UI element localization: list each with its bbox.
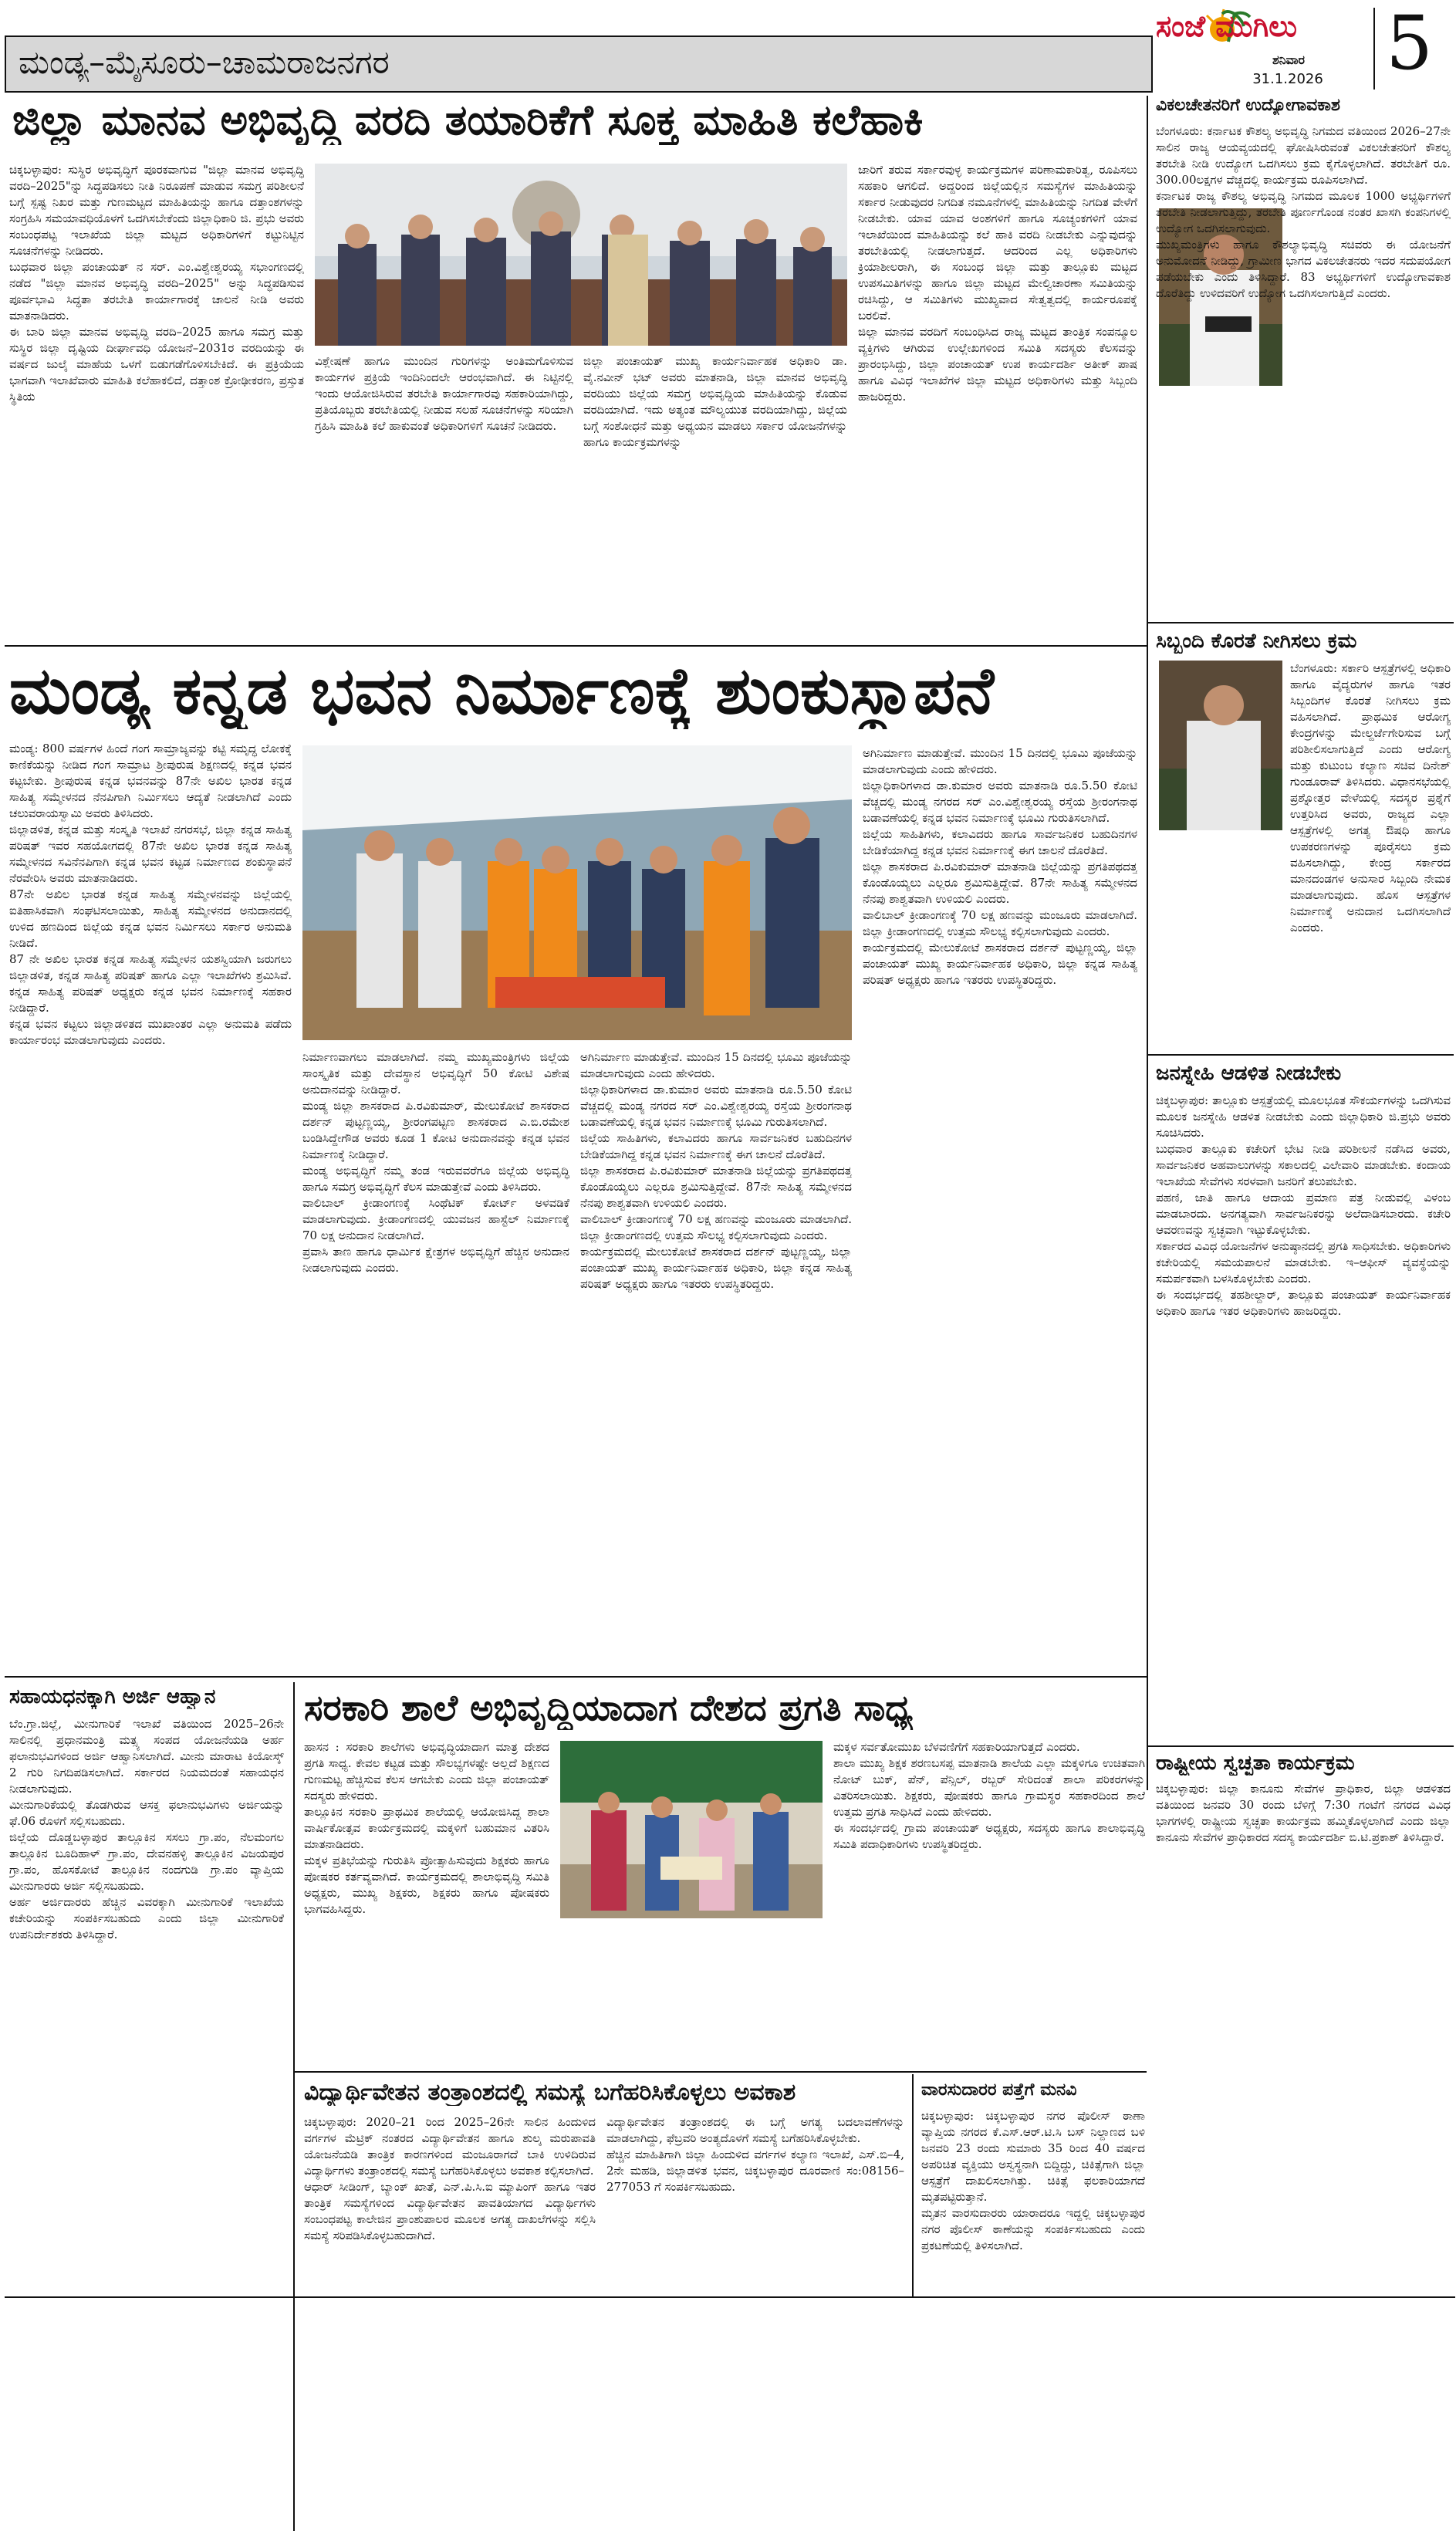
- school-body: ಹಾಸನ : ಸರಕಾರಿ ಶಾಲೆಗಳು ಅಭಿವೃದ್ಧಿಯಾದಾಗ ಮಾತ್ರ ದೇಶದ ಪ್ರಗತಿ ಸಾಧ್ಯ. ಕೇವಲ ಕಟ್ಟಡ ಮತ್ತು ಸೌಲಭ್ಯಗಳಷ್ಟೇ ಅಲ್ಲದೆ ಶಿಕ್ಷಣದ ಗುಣಮಟ್ಟ ಹೆಚ್ಚಿಸುವ ಕೆಲಸ ಆಗಬೇಕು ಎಂದು ಜಿಲ್ಲಾ ಪಂಚಾಯತ್ ಸದಸ್ಯರು ಹೇಳಿದರು. ತಾಲ್ಲೂಕಿನ ಸರಕಾರಿ ಪ್ರಾಥಮಿಕ ಶಾಲೆಯಲ್ಲಿ ಆಯೋಜಿಸಿದ್ದ ಶಾಲಾ ವಾರ್ಷಿಕೋತ್ಸವ ಕಾರ್ಯಕ್ರಮದಲ್ಲಿ ಮಕ್ಕಳಿಗೆ ಬಹುಮಾನ ವಿತರಿಸಿ ಮಾತನಾಡಿದರು. ಮಕ್ಕಳ ಪ್ರತಿಭೆಯನ್ನು ಗುರುತಿಸಿ ಪ್ರೋತ್ಸಾಹಿಸುವುದು ಶಿಕ್ಷಕರು ಹಾಗೂ ಪೋಷಕರ ಕರ್ತವ್ಯವಾಗಿದೆ. ಕಾರ್ಯಕ್ರಮದಲ್ಲಿ ಶಾಲಾಭಿವೃದ್ಧಿ ಸಮಿತಿ ಅಧ್ಯಕ್ಷರು, ಮುಖ್ಯ ಶಿಕ್ಷಕರು, ಶಿಕ್ಷಕರು ಹಾಗೂ ಪೋಷಕರು ಭಾಗವಹಿಸಿದ್ದರು.: [304, 1740, 549, 1916]
- report-col-1: ಚಿಕ್ಕಬಳ್ಳಾಪುರ: ಸುಸ್ಥಿರ ಅಭಿವೃದ್ಧಿಗೆ ಪೂರಕವಾಗುವ "ಜಿಲ್ಲಾ ಮಾನವ ಅಭಿವೃದ್ಧಿ ವರದಿ–2025"ನ್ನು ಸಿದ್ಧಪಡಿಸಲು ನೀತಿ ನಿರೂಪಣೆ ಮಾಡುವ ಸಮಗ್ರ ಪರಿಶೀಲನೆ ಬಗ್ಗೆ ಸ್ಪಷ್ಟ ನಿಖರ ಮತ್ತು ಗುಣಮಟ್ಟದ ಮಾಹಿತಿಯನ್ನು ಹಾಗೂ ದತ್ತಾಂಶಗಳನ್ನು ಸಂಗ್ರಹಿಸಿ ಸಮಯಾವಧಿಯೊಳಗೆ ಒದಗಿಸಬೇಕೆಂದು ಜಿಲ್ಲಾಧಿಕಾರಿ ಜಿ. ಪ್ರಭು ಅವರು ಸಂಬಂಧಪಟ್ಟ ಇಲಾಖೆಯ ಜಿಲ್ಲಾ ಮಟ್ಟದ ಅಧಿಕಾರಿಗಳಿಗೆ ಕಟ್ಟುನಿಟ್ಟಿನ ಸೂಚನೆಗಳನ್ನು ನೀಡಿದರು. ಬುಧವಾರ ಜಿಲ್ಲಾ ಪಂಚಾಯತ್ ನ ಸರ್. ಎಂ.ವಿಶ್ವೇಶ್ವರಯ್ಯ ಸಭಾಂಗಣದಲ್ಲಿ ನಡೆದ "ಜಿಲ್ಲಾ ಮಾನವ ಅಭಿವೃದ್ಧಿ ವರದಿ–2025" ಅನ್ನು ಸಿದ್ಧಪಡಿಸುವ ಪೂರ್ವಭಾವಿ ಸಿದ್ಧತಾ ತರಬೇತಿ ಕಾರ್ಯಾಗಾರಕ್ಕೆ ಚಾಲನೆ ನೀಡಿ ಅವರು ಮಾತನಾಡಿದರು. ಈ ಬಾರಿ ಜಿಲ್ಲಾ ಮಾನವ ಅಭಿವೃದ್ಧಿ ವರದಿ–2025 ಹಾಗೂ ಸಮಗ್ರ ಮತ್ತು ಸುಸ್ಥಿರ ಜಿಲ್ಲಾ ದೃಷ್ಟಿಯ ದೀರ್ಘಾವಧಿ ಯೋಜನೆ–2031ರ ವರದಿಯನ್ನು ಈ ವರ್ಷದ ಜುಲೈ ಮಾಹೆಯ ಒಳಗೆ ಬಿಡುಗಡೆಗೊಳಿಸಬೇಕಿದೆ. ಈ ಪ್ರಕ್ರಿಯೆಯ ಭಾಗವಾಗಿ ಇಲಾಖೆವಾರು ಮಾಹಿತಿ ಕಲೆಹಾಕಲಿದೆ, ದತ್ತಾಂಶ ಕ್ರೋಢೀಕರಣ, ಪ್ರಸ್ತುತ ಸ್ಥಿತಿಯ: [9, 163, 304, 404]
- cleanliness-title: ರಾಷ್ಟ್ರೀಯ ಸ್ವಚ್ಛತಾ ಕಾರ್ಯಕ್ರಮ: [1156, 1752, 1355, 1775]
- section-title: ಮಂಡ್ಯ–ಮೈಸೂರು–ಚಾಮರಾಜನಗರ: [19, 43, 390, 81]
- report-photo: [315, 164, 847, 346]
- subsidy-title: ಸಹಾಯಧನಕ್ಕಾಗಿ ಅರ್ಜಿ ಆಹ್ವಾನ: [9, 1685, 216, 1708]
- kannada-bhavan-bottom-rule: [5, 1676, 1147, 1678]
- kannada-bhavan-col-3-top: [863, 745, 1137, 1667]
- cleanliness-body: ಚಿಕ್ಕಬಳ್ಳಾಪುರ: ಜಿಲ್ಲಾ ಕಾನೂನು ಸೇವೆಗಳ ಪ್ರಾಧಿಕಾರ, ಜಿಲ್ಲಾ ಆಡಳಿತದ ವತಿಯಿಂದ ಜನವರಿ 30 ರಂದು ಬೆಳಿಗ್ಗೆ 7:30 ಗಂಟೆಗೆ ನಗರದ ವಿವಿಧ ಭಾಗಗಳಲ್ಲಿ ರಾಷ್ಟ್ರೀಯ ಸ್ವಚ್ಛತಾ ಕಾರ್ಯಕ್ರಮ ಹಮ್ಮಿಕೊಳ್ಳಲಾಗಿದೆ ಎಂದು ಜಿಲ್ಲಾ ಕಾನೂನು ಸೇವೆಗಳ ಪ್ರಾಧಿಕಾರದ ಸದಸ್ಯ ಕಾರ್ಯದರ್ಶಿ ಬಿ.ಟಿ.ಪ್ರಕಾಶ್ ತಿಳಿಸಿದ್ದಾರೆ.: [1156, 1782, 1451, 1844]
- school-bottom-rule: [295, 2071, 1147, 2073]
- page-number-divider: [1373, 8, 1375, 90]
- scholarship-body: ಚಿಕ್ಕಬಳ್ಳಾಪುರ: 2020–21 ರಿಂದ 2025–26ನೇ ಸಾಲಿನ ಹಿಂದುಳಿದ ವರ್ಗಗಳ ಮೆಟ್ರಿಕ್ ನಂತರದ ವಿದ್ಯಾರ್ಥಿವೇತನ ಹಾಗೂ ಶುಲ್ಕ ಮರುಪಾವತಿ ಯೋಜನೆಯಡಿ ತಾಂತ್ರಿಕ ಕಾರಣಗಳಿಂದ ಮಂಜೂರಾಗದೆ ಬಾಕಿ ಉಳಿದಿರುವ ವಿದ್ಯಾರ್ಥಿಗಳು ತಂತ್ರಾಂಶದಲ್ಲಿ ಸಮಸ್ಯೆ ಬಗೆಹರಿಸಿಕೊಳ್ಳಲು ಅವಕಾಶ ಕಲ್ಪಿಸಲಾಗಿದೆ. ಆಧಾರ್ ಸೀಡಿಂಗ್, ಬ್ಯಾಂಕ್ ಖಾತೆ, ಎನ್.ಪಿ.ಸಿ.ಐ ಮ್ಯಾಪಿಂಗ್ ಹಾಗೂ ಇತರ ತಾಂತ್ರಿಕ ಸಮಸ್ಯೆಗಳಿಂದ ವಿದ್ಯಾರ್ಥಿವೇತನ ಪಾವತಿಯಾಗದ ವಿದ್ಯಾರ್ಥಿಗಳು ಸಂಬಂಧಪಟ್ಟ ಕಾಲೇಜಿನ ಪ್ರಾಂಶುಪಾಲರ ಮೂಲಕ ಅಗತ್ಯ ದಾಖಲೆಗಳನ್ನು ಸಲ್ಲಿಸಿ ಸಮಸ್ಯೆ ಸರಿಪಡಿಸಿಕೊಳ್ಳಬಹುದಾಗಿದೆ.: [304, 2115, 596, 2242]
- issue-day: ಶನಿವಾರ: [1272, 52, 1306, 67]
- school-prize-distribution-photo: [560, 1741, 823, 1918]
- warrant-title: ವಾರಸುದಾರರ ಪತ್ತೆಗೆ ಮನವಿ: [921, 2080, 1077, 2100]
- report-col-3: ಜಿಲ್ಲಾ ಪಂಚಾಯತ್ ಮುಖ್ಯ ಕಾರ್ಯನಿರ್ವಾಹಕ ಅಧಿಕಾರಿ ಡಾ. ವೈ.ನವೀನ್ ಭಟ್ ಅವರು ಮಾತನಾಡಿ, ಜಿಲ್ಲಾ ಮಾನವ ಅಭಿವೃದ್ಧಿ ವರದಿಯು ಜಿಲ್ಲೆಯ ಸಮಗ್ರ ಅಭಿವೃದ್ಧಿಯ ಮಾಹಿತಿಯನ್ನು ಕೊಡುವ ವರದಿಯಾಗಿದೆ. ಇದು ಅತ್ಯಂತ ಮೌಲ್ಯಯುತ ವರದಿಯಾಗಿದ್ದು, ಜಿಲ್ಲೆಯ ಬಗ್ಗೆ ಸಂಶೋಧನೆ ಮತ್ತು ಅಧ್ಯಯನ ಮಾಡಲು ಸರ್ಕಾರ ಯೋಜನೆಗಳನ್ನು ಹಾಗೂ ಕಾರ್ಯಕ್ರಮಗಳನ್ನು: [583, 354, 847, 449]
- page-number: 5: [1386, 0, 1434, 86]
- school-body-2: ಮಕ್ಕಳ ಸರ್ವತೋಮುಖ ಬೆಳವಣಿಗೆಗೆ ಸಹಕಾರಿಯಾಗುತ್ತದೆ ಎಂದರು. ಶಾಲಾ ಮುಖ್ಯ ಶಿಕ್ಷಕ ಶರಣಬಸಪ್ಪ ಮಾತನಾಡಿ ಶಾಲೆಯ ಎಲ್ಲಾ ಮಕ್ಕಳಿಗೂ ಉಚಿತವಾಗಿ ನೋಟ್ ಬುಕ್, ಪೆನ್, ಪೆನ್ಸಿಲ್, ರಬ್ಬರ್ ಸೇರಿದಂತೆ ಶಾಲಾ ಪರಿಕರಗಳನ್ನು ವಿತರಿಸಲಾಯಿತು. ಶಿಕ್ಷಕರು, ಪೋಷಕರು ಹಾಗೂ ಗ್ರಾಮಸ್ಥರ ಸಹಕಾರದಿಂದ ಶಾಲೆ ಉತ್ತಮ ಪ್ರಗತಿ ಸಾಧಿಸಿದೆ ಎಂದು ಹೇಳಿದರು. ಈ ಸಂದರ್ಭದಲ್ಲಿ ಗ್ರಾಮ ಪಂಚಾಯತ್ ಅಧ್ಯಕ್ಷರು, ಸದಸ್ಯರು ಹಾಗೂ ಶಾಲಾಭಿವೃದ್ಧಿ ಸಮಿತಿ ಪದಾಧಿಕಾರಿಗಳು ಉಪಸ್ಥಿತರಿದ್ದರು.: [833, 1740, 1145, 1851]
- scholarship-body-2: ವಿದ್ಯಾರ್ಥಿವೇತನ ತಂತ್ರಾಂಶದಲ್ಲಿ ಈ ಬಗ್ಗೆ ಅಗತ್ಯ ಬದಲಾವಣೆಗಳನ್ನು ಮಾಡಲಾಗಿದ್ದು, ಫೆಬ್ರವರಿ ಅಂತ್ಯದೊಳಗೆ ಸಮಸ್ಯೆ ಬಗೆಹರಿಸಿಕೊಳ್ಳಬೇಕು. ಹೆಚ್ಚಿನ ಮಾಹಿತಿಗಾಗಿ ಜಿಲ್ಲಾ ಹಿಂದುಳಿದ ವರ್ಗಗಳ ಕಲ್ಯಾಣ ಇಲಾಖೆ, ಎಸ್.ಬಿ–4, 2ನೇ ಮಹಡಿ, ಜಿಲ್ಲಾಡಳಿತ ಭವನ, ಚಿಕ್ಕಬಳ್ಳಾಪುರ ದೂರವಾಣಿ ಸಂ:08156–277053 ಗೆ ಸಂಪರ್ಕಿಸಬಹುದು.: [606, 2115, 904, 2194]
- scholarship-headline: ವಿದ್ಯಾರ್ಥಿವೇತನ ತಂತ್ರಾಂಶದಲ್ಲಿ ಸಮಸ್ಯೆ ಬಗೆಹರಿಸಿಕೊಳ್ಳಲು ಅವಕಾಶ: [304, 2079, 796, 2106]
- staff-bottom-rule: [1148, 1054, 1454, 1056]
- subsidy-body: ಬೆಂ.ಗ್ರಾ.ಜಿಲ್ಲೆ, ಮೀನುಗಾರಿಕೆ ಇಲಾಖೆ ವತಿಯಿಂದ 2025–26ನೇ ಸಾಲಿನಲ್ಲಿ ಪ್ರಧಾನಮಂತ್ರಿ ಮತ್ಸ್ಯ ಸಂಪದ ಯೋಜನೆಯಡಿ ಅರ್ಹ ಫಲಾನುಭವಿಗಳಿಂದ ಅರ್ಜಿ ಆಹ್ವಾನಿಸಲಾಗಿದೆ. ಮೀನು ಮಾರಾಟ ಕಿಯೋಸ್ಕ್ 2 ಗುರಿ ನಿಗದಿಪಡಿಸಲಾಗಿದೆ. ಸರ್ಕಾರದ ನಿಯಮದಂತೆ ಸಹಾಯಧನ ನೀಡಲಾಗುವುದು. ಮೀನುಗಾರಿಕೆಯಲ್ಲಿ ತೊಡಗಿರುವ ಆಸಕ್ತ ಫಲಾನುಭವಿಗಳು ಅರ್ಜಿಯನ್ನು ಫೆ.06 ರೊಳಗೆ ಸಲ್ಲಿಸಬಹುದು. ಜಿಲ್ಲೆಯ ದೊಡ್ಡಬಳ್ಳಾಪುರ ತಾಲ್ಲೂಕಿನ ಸಸಲು ಗ್ರಾ.ಪಂ, ನೆಲಮಂಗಲ ತಾಲ್ಲೂಕಿನ ಬೂದಿಹಾಳ್ ಗ್ರಾ.ಪಂ, ದೇವನಹಳ್ಳಿ ತಾಲ್ಲೂಕಿನ ವಿಜಯಪುರ ಗ್ರಾ.ಪಂ, ಹೊಸಕೋಟೆ ತಾಲ್ಲೂಕಿನ ನಂದಗುಡಿ ಗ್ರಾ.ಪಂ ವ್ಯಾಪ್ತಿಯ ಮೀನುಗಾರರು ಅರ್ಜಿ ಸಲ್ಲಿಸಬಹುದು. ಅರ್ಹ ಅರ್ಜಿದಾರರು ಹೆಚ್ಚಿನ ವಿವರಕ್ಕಾಗಿ ಮೀನುಗಾರಿಕೆ ಇಲಾಖೆಯ ಕಚೇರಿಯನ್ನು ಸಂಪರ್ಕಿಸಬಹುದು ಎಂದು ಜಿಲ್ಲಾ ಮೀನುಗಾರಿಕೆ ಉಪನಿರ್ದೇಶಕರು ತಿಳಿಸಿದ್ದಾರೆ.: [9, 1717, 284, 1941]
- foundation-ceremony-photo: [302, 745, 852, 1040]
- kannada-bhavan-photo: [302, 745, 852, 1040]
- kannada-bhavan-col-2: ನಿರ್ಮಾಣವಾಗಲು ಮಾಡಲಾಗಿದೆ. ನಮ್ಮ ಮುಖ್ಯಮಂತ್ರಿಗಳು ಜಿಲ್ಲೆಯ ಸಾಂಸ್ಕೃತಿಕ ಮತ್ತು ದೇವಸ್ಥಾನ ಅಭಿವೃದ್ಧಿಗೆ 50 ಕೋಟಿ ವಿಶೇಷ ಅನುದಾನವನ್ನು ನೀಡಿದ್ದಾರೆ. ಮಂಡ್ಯ ಜಿಲ್ಲಾ ಶಾಸಕರಾದ ಪಿ.ರವಿಕುಮಾರ್, ಮೇಲುಕೋಟೆ ಶಾಸಕರಾದ ದರ್ಶನ್ ಪುಟ್ಟಣ್ಣಯ್ಯ, ಶ್ರೀರಂಗಪಟ್ಟಣ ಶಾಸಕರಾದ ಎ.ಬಿ.ರಮೇಶ ಬಂಡಿಸಿದ್ದೇಗೌಡ ಅವರು ಕೂಡ 1 ಕೋಟಿ ಅನುದಾನವನ್ನು ಕನ್ನಡ ಭವನ ನಿರ್ಮಾಣಕ್ಕೆ ನೀಡಿದ್ದಾರೆ. ಮಂಡ್ಯ ಅಭಿವೃದ್ಧಿಗೆ ನಮ್ಮ ತಂಡ ಇರುವವರೆಗೂ ಜಿಲ್ಲೆಯ ಅಭಿವೃದ್ಧಿ ಹಾಗೂ ಸಮಗ್ರ ಅಭಿವೃದ್ಧಿಗೆ ಕೆಲಸ ಮಾಡುತ್ತೇವೆ ಎಂದು ತಿಳಿಸಿದರು. ವಾಲಿಬಾಲ್ ಕ್ರೀಡಾಂಗಣಕ್ಕೆ ಸಿಂಥೆಟಿಕ್ ಕೋರ್ಟ್ ಅಳವಡಿಕೆ ಮಾಡಲಾಗುವುದು. ಕ್ರೀಡಾಂಗಣದಲ್ಲಿ ಯುವಜನ ಹಾಸ್ಟೆಲ್ ನಿರ್ಮಾಣಕ್ಕೆ 70 ಲಕ್ಷ ಅನುದಾನ ನೀಡಲಾಗಿದೆ. ಪ್ರವಾಸಿ ತಾಣ ಹಾಗೂ ಧಾರ್ಮಿಕ ಕ್ಷೇತ್ರಗಳ ಅಭಿವೃದ್ಧಿಗೆ ಹೆಚ್ಚಿನ ಅನುದಾನ ನೀಡಲಾಗುವುದು ಎಂದರು.: [302, 1050, 569, 1275]
- disabled-jobs-body: ಬೆಂಗಳೂರು: ಕರ್ನಾಟಕ ಕೌಶಲ್ಯ ಅಭಿವೃದ್ಧಿ ನಿಗಮದ ವತಿಯಿಂದ 2026–27ನೇ ಸಾಲಿನ ರಾಜ್ಯ ಆಯವ್ಯಯದಲ್ಲಿ ಘೋಷಿಸಿರುವಂತೆ ವಿಕಲಚೇತನರಿಗೆ ಕೌಶಲ್ಯ ತರಬೇತಿ ನೀಡಿ ಉದ್ಯೋಗ ಒದಗಿಸಲು ಕ್ರಮ ಕೈಗೊಳ್ಳಲಾಗಿದೆ. ತರಬೇತಿಗೆ ರೂ. 300.00ಲಕ್ಷಗಳ ವೆಚ್ಚದಲ್ಲಿ ಕಾರ್ಯಕ್ರಮ ರೂಪಿಸಲಾಗಿದೆ. ಕರ್ನಾಟಕ ರಾಜ್ಯ ಕೌಶಲ್ಯ ಅಭಿವೃದ್ಧಿ ನಿಗಮದ ಮೂಲಕ 1000 ಅಭ್ಯರ್ಥಿಗಳಿಗೆ ತರಬೇತಿ ನೀಡಲಾಗುತ್ತಿದ್ದು, ತರಬೇತಿ ಪೂರ್ಣಗೊಂಡ ನಂತರ ಖಾಸಗಿ ಕಂಪನಿಗಳಲ್ಲಿ ಉದ್ಯೋಗ ಒದಗಿಸಲಾಗುವುದು. ಮುಖ್ಯಮಂತ್ರಿಗಳು ಹಾಗೂ ಕೌಶಲ್ಯಾಭಿವೃದ್ಧಿ ಸಚಿವರು ಈ ಯೋಜನೆಗೆ ಅನುಮೋದನೆ ನೀಡಿದ್ದು, ಗ್ರಾಮೀಣ ಭಾಗದ ವಿಕಲಚೇತನರು ಇದರ ಸದುಪಯೋಗ ಪಡೆಯಬೇಕು ಎಂದು ತಿಳಿಸಿದ್ದಾರೆ. 83 ಅಭ್ಯರ್ಥಿಗಳಿಗೆ ಉದ್ಯೋಗಾವಕಾಶ ದೊರೆತಿದ್ದು ಉಳಿದವರಿಗೆ ಉದ್ಯೋಗ ಒದಗಿಸಲಾಗುತ್ತಿದೆ ಎಂದರು.: [1156, 124, 1451, 300]
- disabled-jobs-bottom-rule: [1148, 622, 1454, 623]
- subsidy-divider: [293, 1682, 295, 2531]
- health-minister-photo: [1159, 661, 1282, 830]
- public-admin-bottom-rule: [1148, 1745, 1454, 1747]
- staff-body: ಬೆಂಗಳೂರು: ಸರ್ಕಾರಿ ಆಸ್ಪತ್ರೆಗಳಲ್ಲಿ ಅಧಿಕಾರಿ ಹಾಗೂ ವೈದ್ಯರುಗಳ ಹಾಗೂ ಇತರ ಸಿಬ್ಬಂದಿಗಳ ಕೊರತೆ ನೀಗಿಸಲು ಕ್ರಮ ವಹಿಸಲಾಗಿದೆ. ಪ್ರಾಥಮಿಕ ಆರೋಗ್ಯ ಕೇಂದ್ರಗಳನ್ನು ಮೇಲ್ದರ್ಜೆಗೇರಿಸುವ ಬಗ್ಗೆ ಪರಿಶೀಲಿಸಲಾಗುತ್ತಿದೆ ಎಂದು ಆರೋಗ್ಯ ಮತ್ತು ಕುಟುಂಬ ಕಲ್ಯಾಣ ಸಚಿವ ದಿನೇಶ್ ಗುಂಡೂರಾವ್ ತಿಳಿಸಿದರು. ವಿಧಾನಸಭೆಯಲ್ಲಿ ಪ್ರಶ್ನೋತ್ತರ ವೇಳೆಯಲ್ಲಿ ಸದಸ್ಯರ ಪ್ರಶ್ನೆಗೆ ಉತ್ತರಿಸಿದ ಅವರು, ರಾಜ್ಯದ ಎಲ್ಲಾ ಆಸ್ಪತ್ರೆಗಳಲ್ಲಿ ಅಗತ್ಯ ಔಷಧಿ ಹಾಗೂ ಉಪಕರಣಗಳನ್ನು ಪೂರೈಸಲು ಕ್ರಮ ವಹಿಸಲಾಗಿದ್ದು, ಕೇಂದ್ರ ಸರ್ಕಾರದ ಮಾನದಂಡಗಳ ಅನುಸಾರ ಸಿಬ್ಬಂದಿ ನೇಮಕ ಮಾಡಲಾಗುವುದು. ಹೊಸ ಆಸ್ಪತ್ರೆಗಳ ನಿರ್ಮಾಣಕ್ಕೆ ಅನುದಾನ ಒದಗಿಸಲಾಗಿದೆ ಎಂದರು.: [1290, 661, 1451, 934]
- officials-group-photo: [315, 164, 847, 346]
- report-col-2: ವಿಶ್ಲೇಷಣೆ ಹಾಗೂ ಮುಂದಿನ ಗುರಿಗಳನ್ನು ಅಂತಿಮಗೊಳಿಸುವ ಕಾರ್ಯಗಳ ಪ್ರಕ್ರಿಯೆ ಇಂದಿನಿಂದಲೇ ಆರಂಭವಾಗಿದೆ. ಈ ನಿಟ್ಟಿನಲ್ಲಿ ಇಂದು ಆಯೋಜಿಸಿರುವ ತರಬೇತಿ ಕಾರ್ಯಾಗಾರವು ಸಹಕಾರಿಯಾಗಿದ್ದು, ಪ್ರತಿಯೊಬ್ಬರು ತರಬೇತಿಯಲ್ಲಿ ನೀಡುವ ಸಲಹೆ ಸೂಚನೆಗಳನ್ನು ಸರಿಯಾಗಿ ಗ್ರಹಿಸಿ ಮಾಹಿತಿ ಕಲೆ ಹಾಕುವಂತೆ ಅಧಿಕಾರಿಗಳಿಗೆ ಸೂಚನೆ ನೀಡಿದರು.: [315, 354, 573, 433]
- warrant-body: ಚಿಕ್ಕಬಳ್ಳಾಪುರ: ಚಿಕ್ಕಬಳ್ಳಾಪುರ ನಗರ ಪೊಲೀಸ್ ಠಾಣಾ ವ್ಯಾಪ್ತಿಯ ನಗರದ ಕೆ.ಎಸ್.ಆರ್.ಟಿ.ಸಿ ಬಸ್ ನಿಲ್ದಾಣದ ಬಳಿ ಜನವರಿ 23 ರಂದು ಸುಮಾರು 35 ರಿಂದ 40 ವರ್ಷದ ಅಪರಿಚಿತ ವ್ಯಕ್ತಿಯು ಅಸ್ವಸ್ಥನಾಗಿ ಬಿದ್ದಿದ್ದು, ಚಿಕಿತ್ಸೆಗಾಗಿ ಜಿಲ್ಲಾ ಆಸ್ಪತ್ರೆಗೆ ದಾಖಲಿಸಲಾಗಿತ್ತು. ಚಿಕಿತ್ಸೆ ಫಲಕಾರಿಯಾಗದೆ ಮೃತಪಟ್ಟಿರುತ್ತಾನೆ. ಮೃತನ ವಾರಸುದಾರರು ಯಾರಾದರೂ ಇದ್ದಲ್ಲಿ ಚಿಕ್ಕಬಳ್ಳಾಪುರ ನಗರ ಪೊಲೀಸ್ ಠಾಣೆಯನ್ನು ಸಂಪರ್ಕಿಸಬಹುದು ಎಂದು ಪ್ರಕಟಣೆಯಲ್ಲಿ ತಿಳಿಸಲಾಗಿದೆ.: [921, 2109, 1145, 2252]
- kannada-bhavan-col-1: ಮಂಡ್ಯ: 800 ವರ್ಷಗಳ ಹಿಂದೆ ಗಂಗ ಸಾಮ್ರಾಜ್ಯವನ್ನು ಕಟ್ಟಿ ಸಮೃದ್ಧ ಲೋಕಕ್ಕೆ ಕಾಣಿಕೆಯನ್ನು ನೀಡಿದ ಗಂಗ ಸಾಮ್ರಾಟ ಶ್ರೀಪುರುಷ ಶಿಕ್ಷಣದಲ್ಲಿ ಕನ್ನಡ ಭವನ ಕಟ್ಟಬೇಕು. ಶ್ರೀಪುರುಷ ಕನ್ನಡ ಭವನವನ್ನು 87ನೇ ಅಖಿಲ ಭಾರತ ಕನ್ನಡ ಸಾಹಿತ್ಯ ಸಮ್ಮೇಳನದ ನೆನಪಿಗಾಗಿ ನಿರ್ಮಿಸಲು ಆದ್ಯತೆ ನೀಡಲಾಗಿದೆ ಎಂದು ಚಲುವರಾಯಸ್ವಾಮಿ ಅವರು ತಿಳಿಸಿದರು. ಜಿಲ್ಲಾಡಳಿತ, ಕನ್ನಡ ಮತ್ತು ಸಂಸ್ಕೃತಿ ಇಲಾಖೆ ನಗರಸಭೆ, ಜಿಲ್ಲಾ ಕನ್ನಡ ಸಾಹಿತ್ಯ ಪರಿಷತ್ ಇವರ ಸಹಯೋಗದಲ್ಲಿ 87ನೇ ಅಖಿಲ ಭಾರತ ಕನ್ನಡ ಸಾಹಿತ್ಯ ಸಮ್ಮೇಳನದ ಸವಿನೆನಪಿಗಾಗಿ ಕನ್ನಡ ಭವನ ಕಟ್ಟಡ ನಿರ್ಮಾಣದ ಶಂಕುಸ್ಥಾಪನೆ ನೆರವೇರಿಸಿ ಅವರು ಮಾತನಾಡಿದರು. 87ನೇ ಅಖಿಲ ಭಾರತ ಕನ್ನಡ ಸಾಹಿತ್ಯ ಸಮ್ಮೇಳನವನ್ನು ಜಿಲ್ಲೆಯಲ್ಲಿ ಐತಿಹಾಸಿಕವಾಗಿ ಸಂಘಟಿಸಲಾಯಿತು, ಸಾಹಿತ್ಯ ಸಮ್ಮೇಳನದ ಅನುದಾನದಲ್ಲಿ ಉಳಿದ ಹಣದಿಂದ ಜಿಲ್ಲೆಯ ಕನ್ನಡ ಭವನ ನಿರ್ಮಿಸಲು ಸರ್ಕಾರ ಅನುಮತಿ ನೀಡಿದೆ. 87 ನೇ ಅಖಿಲ ಭಾರತ ಕನ್ನಡ ಸಾಹಿತ್ಯ ಸಮ್ಮೇಳನ ಯಶಸ್ವಿಯಾಗಿ ಜರುಗಲು ಜಿಲ್ಲಾಡಳಿತ, ಕನ್ನಡ ಸಾಹಿತ್ಯ ಪರಿಷತ್ ಹಾಗೂ ಎಲ್ಲಾ ಇಲಾಖೆಗಳು ಶ್ರಮಿಸಿವೆ. ಕನ್ನಡ ಸಾಹಿತ್ಯ ಪರಿಷತ್ ಅಧ್ಯಕ್ಷರು ಕನ್ನಡ ಭವನ ನಿರ್ಮಾಣಕ್ಕೆ ಸಹಕಾರ ನೀಡಿದ್ದಾರೆ. ಕನ್ನಡ ಭವನ ಕಟ್ಟಲು ಜಿಲ್ಲಾಡಳಿತದ ಮುಖಾಂತರ ಎಲ್ಲಾ ಅನುಮತಿ ಪಡೆದು ಕಾರ್ಯಾರಂಭ ಮಾಡಲಾಗುವುದು ಎಂದರು.: [9, 742, 292, 1047]
- kannada-bhavan-headline: ಮಂಡ್ಯ ಕನ್ನಡ ಭವನ ನಿರ್ಮಾಣಕ್ಕೆ ಶುಂಕುಸ್ಥಾಪನೆ: [9, 653, 995, 728]
- staff-title: ಸಿಬ್ಬಂದಿ ಕೊರತೆ ನೀಗಿಸಲು ಕ್ರಮ: [1156, 630, 1357, 653]
- kannada-bhavan-col-3: ಅಗಿನಿರ್ಮಾಣ ಮಾಡುತ್ತೇವೆ. ಮುಂದಿನ 15 ದಿನದಲ್ಲಿ ಭೂಮಿ ಪೂಜೆಯನ್ನು ಮಾಡಲಾಗುವುದು ಎಂದು ಹೇಳಿದರು. ಜಿಲ್ಲಾಧಿಕಾರಿಗಳಾದ ಡಾ.ಕುಮಾರ ಅವರು ಮಾತನಾಡಿ ರೂ.5.50 ಕೋಟಿ ವೆಚ್ಚದಲ್ಲಿ ಮಂಡ್ಯ ನಗರದ ಸರ್ ಎಂ.ವಿಶ್ವೇಶ್ವರಯ್ಯ ರಸ್ತೆಯ ಶ್ರೀರಂಗನಾಥ ಬಡಾವಣೆಯಲ್ಲಿ ಕನ್ನಡ ಭವನ ನಿರ್ಮಾಣಕ್ಕೆ ಭೂಮಿ ಗುರುತಿಸಲಾಗಿದೆ. ಜಿಲ್ಲೆಯ ಸಾಹಿತಿಗಳು, ಕಲಾವಿದರು ಹಾಗೂ ಸಾರ್ವಜನಿಕರ ಬಹುದಿನಗಳ ಬೇಡಿಕೆಯಾಗಿದ್ದ ಕನ್ನಡ ಭವನ ನಿರ್ಮಾಣಕ್ಕೆ ಈಗ ಚಾಲನೆ ದೊರೆತಿದೆ. ಜಿಲ್ಲಾ ಶಾಸಕರಾದ ಪಿ.ರವಿಕುಮಾರ್ ಮಾತನಾಡಿ ಜಿಲ್ಲೆಯನ್ನು ಪ್ರಗತಿಪಥದತ್ತ ಕೊಂಡೊಯ್ಯಲು ಎಲ್ಲರೂ ಶ್ರಮಿಸುತ್ತಿದ್ದೇವೆ. 87ನೇ ಸಾಹಿತ್ಯ ಸಮ್ಮೇಳನದ ನೆನಪು ಶಾಶ್ವತವಾಗಿ ಉಳಿಯಲಿ ಎಂದರು. ವಾಲಿಬಾಲ್ ಕ್ರೀಡಾಂಗಣಕ್ಕೆ 70 ಲಕ್ಷ ಹಣವನ್ನು ಮಂಜೂರು ಮಾಡಲಾಗಿದೆ. ಜಿಲ್ಲಾ ಕ್ರೀಡಾಂಗಣದಲ್ಲಿ ಉತ್ತಮ ಸೌಲಭ್ಯ ಕಲ್ಪಿಸಲಾಗುವುದು ಎಂದರು. ಕಾರ್ಯಕ್ರಮದಲ್ಲಿ ಮೇಲುಕೋಟೆ ಶಾಸಕರಾದ ದರ್ಶನ್ ಪುಟ್ಟಣ್ಣಯ್ಯ, ಜಿಲ್ಲಾ ಪಂಚಾಯತ್ ಮುಖ್ಯ ಕಾರ್ಯನಿರ್ವಾಹಕ ಅಧಿಕಾರಿ, ಜಿಲ್ಲಾ ಕನ್ನಡ ಸಾಹಿತ್ಯ ಪರಿಷತ್ ಅಧ್ಯಕ್ಷರು ಹಾಗೂ ಇತರರು ಉಪಸ್ಥಿತರಿದ್ದರು.: [580, 1050, 852, 1291]
- school-headline: ಸರಕಾರಿ ಶಾಲೆ ಅಭಿವೃದ್ಧಿಯಾದಾಗ ದೇಶದ ಪ್ರಗತಿ ಸಾಧ್ಯ: [304, 1687, 914, 1728]
- issue-date: 31.1.2026: [1252, 71, 1323, 87]
- brand-name: ಸಂಜೆ ಮುಗಿಲು: [1156, 9, 1298, 43]
- disabled-jobs-title: ವಿಕಲಚೇತನರಿಗೆ ಉದ್ಯೋಗಾವಕಾಶ: [1156, 96, 1340, 115]
- report-headline: ಜಿಲ್ಲಾ ಮಾನವ ಅಭಿವೃದ್ಧಿ ವರದಿ ತಯಾರಿಕೆಗೆ ಸೂಕ್ತ ಮಾಹಿತಿ ಕಲೆಹಾಕಿ: [12, 96, 924, 144]
- report-col-4: ಜಾರಿಗೆ ತರುವ ಸರ್ಕಾರವುಳ್ಳ ಕಾರ್ಯಕ್ರಮಗಳ ಪರಿಣಾಮಕಾರಿತ್ವ, ರೂಪಿಸಲು ಸಹಕಾರಿ ಆಗಲಿದೆ. ಅದ್ದರಿಂದ ಜಿಲ್ಲೆಯಲ್ಲಿನ ಸಮಸ್ಯೆಗಳ ಮಾಹಿತಿಯನ್ನು ಸರ್ಕಾರ ನೀಡುವುದರ ನಿಗದಿತ ನಮೂನೆಗಳಲ್ಲಿ ಮಾಹಿತಿಯನ್ನು ನಿಗದಿತ ವೇಳೆಗೆ ನೀಡಬೇಕು. ಯಾವ ಯಾವ ಅಂಶಗಳಿಗೆ ಹಾಗೂ ಸೂಚ್ಯಂಕಗಳಿಗೆ ಯಾವ ಇಲಾಖೆಯಿಂದ ಮಾಹಿತಿಯನ್ನು ಕಲೆ ಹಾಕಿ ವರದಿ ನೀಡಬೇಕು ಎನ್ನುವುದನ್ನು ತರಬೇತಿಯಲ್ಲಿ ನೀಡಲಾಗುತ್ತದೆ. ಆದರಿಂದ ಎಲ್ಲ ಅಧಿಕಾರಿಗಳು ಕ್ರಿಯಾಶೀಲರಾಗಿ, ಈ ಸಂಬಂಧ ಜಿಲ್ಲಾ ಮತ್ತು ತಾಲ್ಲೂಕು ಮಟ್ಟದ ಉಪಸಮಿತಿಗಳನ್ನು ಹಾಗೂ ಜಿಲ್ಲಾ ಮಟ್ಟದ ಮೇಲ್ವಿಚಾರಣಾ ಸಮಿತಿಯನ್ನು ರಚಿಸಿದ್ದು, ಆ ಸಮಿತಿಗಳು ಮುಖ್ಯವಾದ ಸೇತ್ವತ್ವದಲ್ಲಿ ಕಾರ್ಯರೂಪಕ್ಕೆ ಬರಲಿವೆ. ಜಿಲ್ಲಾ ಮಾನವ ವರದಿಗೆ ಸಂಬಂಧಿಸಿದ ರಾಜ್ಯ ಮಟ್ಟದ ತಾಂತ್ರಿಕ ಸಂಪನ್ಮೂಲ ವ್ಯಕ್ತಿಗಳು ಆಗಿರುವ ಉಲ್ಲೇಖಗಳಿಂದ ಸಮಿತಿ ಸದಸ್ಯರು ಕೆಲಸವನ್ನು ಪ್ರಾರಂಭಿಸಿದ್ದು, ಜಿಲ್ಲಾ ಪಂಚಾಯತ್ ಉಪ ಕಾರ್ಯದರ್ಶಿ ಅತೀಕ್ ಪಾಷ ಹಾಗೂ ವಿವಿಧ ಇಲಾಖೆಗಳ ಜಿಲ್ಲಾ ಮಟ್ಟದ ಅಧಿಕಾರಿಗಳು ಮತ್ತು ಸಿಬ್ಬಂದಿ ಹಾಜರಿದ್ದರು.: [858, 163, 1137, 404]
- public-admin-title: ಜನಸ್ನೇಹಿ ಆಡಳಿತ ನೀಡಬೇಕು: [1156, 1062, 1342, 1085]
- bottom-section-rule: [5, 2296, 1455, 2298]
- public-admin-body: ಚಿಕ್ಕಬಳ್ಳಾಪುರ: ತಾಲ್ಲೂಕು ಆಸ್ಪತ್ರೆಯಲ್ಲಿ ಮೂಲಭೂತ ಸೌಕರ್ಯಗಳನ್ನು ಒದಗಿಸುವ ಮೂಲಕ ಜನಸ್ನೇಹಿ ಆಡಳಿತ ನೀಡಬೇಕು ಎಂದು ಜಿಲ್ಲಾಧಿಕಾರಿ ಜಿ.ಪ್ರಭು ಅವರು ಸೂಚಿಸಿದರು. ಬುಧವಾರ ತಾಲ್ಲೂಕು ಕಚೇರಿಗೆ ಭೇಟಿ ನೀಡಿ ಪರಿಶೀಲನೆ ನಡೆಸಿದ ಅವರು, ಸಾರ್ವಜನಿಕರ ಅಹವಾಲುಗಳನ್ನು ಸಕಾಲದಲ್ಲಿ ವಿಲೇವಾರಿ ಮಾಡಬೇಕು. ಕಂದಾಯ ಇಲಾಖೆಯ ಸೇವೆಗಳು ಸರಳವಾಗಿ ಜನರಿಗೆ ತಲುಪಬೇಕು. ಪಹಣಿ, ಜಾತಿ ಹಾಗೂ ಆದಾಯ ಪ್ರಮಾಣ ಪತ್ರ ನೀಡುವಲ್ಲಿ ವಿಳಂಬ ಮಾಡಬಾರದು. ಅನಗತ್ಯವಾಗಿ ಸಾರ್ವಜನಿಕರನ್ನು ಅಲೆದಾಡಿಸಬಾರದು. ಕಚೇರಿ ಆವರಣವನ್ನು ಸ್ವಚ್ಛವಾಗಿ ಇಟ್ಟುಕೊಳ್ಳಬೇಕು. ಸರ್ಕಾರದ ವಿವಿಧ ಯೋಜನೆಗಳ ಅನುಷ್ಠಾನದಲ್ಲಿ ಪ್ರಗತಿ ಸಾಧಿಸಬೇಕು. ಅಧಿಕಾರಿಗಳು ಕಚೇರಿಯಲ್ಲಿ ಸಮಯಪಾಲನೆ ಮಾಡಬೇಕು. ಇ–ಆಫೀಸ್ ವ್ಯವಸ್ಥೆಯನ್ನು ಸಮರ್ಪಕವಾಗಿ ಬಳಸಿಕೊಳ್ಳಬೇಕು ಎಂದರು. ಈ ಸಂದರ್ಭದಲ್ಲಿ ತಹಶೀಲ್ದಾರ್, ತಾಲ್ಲೂಕು ಪಂಚಾಯತ್ ಕಾರ್ಯನಿರ್ವಾಹಕ ಅಧಿಕಾರಿ ಹಾಗೂ ಇತರ ಅಧಿಕಾರಿಗಳು ಹಾಜರಿದ್ದರು.: [1156, 1093, 1451, 1318]
- report-bottom-rule: [5, 645, 1147, 647]
- school-photo: [560, 1741, 823, 1918]
- warrant-divider: [912, 2074, 914, 2296]
- kannada-bhavan-col-4: ಅಗಿನಿರ್ಮಾಣ ಮಾಡುತ್ತೇವೆ. ಮುಂದಿನ 15 ದಿನದಲ್ಲಿ ಭೂಮಿ ಪೂಜೆಯನ್ನು ಮಾಡಲಾಗುವುದು ಎಂದು ಹೇಳಿದರು. ಜಿಲ್ಲಾಧಿಕಾರಿಗಳಾದ ಡಾ.ಕುಮಾರ ಅವರು ಮಾತನಾಡಿ ರೂ.5.50 ಕೋಟಿ ವೆಚ್ಚದಲ್ಲಿ ಮಂಡ್ಯ ನಗರದ ಸರ್ ಎಂ.ವಿಶ್ವೇಶ್ವರಯ್ಯ ರಸ್ತೆಯ ಶ್ರೀರಂಗನಾಥ ಬಡಾವಣೆಯಲ್ಲಿ ಕನ್ನಡ ಭವನ ನಿರ್ಮಾಣಕ್ಕೆ ಭೂಮಿ ಗುರುತಿಸಲಾಗಿದೆ. ಜಿಲ್ಲೆಯ ಸಾಹಿತಿಗಳು, ಕಲಾವಿದರು ಹಾಗೂ ಸಾರ್ವಜನಿಕರ ಬಹುದಿನಗಳ ಬೇಡಿಕೆಯಾಗಿದ್ದ ಕನ್ನಡ ಭವನ ನಿರ್ಮಾಣಕ್ಕೆ ಈಗ ಚಾಲನೆ ದೊರೆತಿದೆ. ಜಿಲ್ಲಾ ಶಾಸಕರಾದ ಪಿ.ರವಿಕುಮಾರ್ ಮಾತನಾಡಿ ಜಿಲ್ಲೆಯನ್ನು ಪ್ರಗತಿಪಥದತ್ತ ಕೊಂಡೊಯ್ಯಲು ಎಲ್ಲರೂ ಶ್ರಮಿಸುತ್ತಿದ್ದೇವೆ. 87ನೇ ಸಾಹಿತ್ಯ ಸಮ್ಮೇಳನದ ನೆನಪು ಶಾಶ್ವತವಾಗಿ ಉಳಿಯಲಿ ಎಂದರು. ವಾಲಿಬಾಲ್ ಕ್ರೀಡಾಂಗಣಕ್ಕೆ 70 ಲಕ್ಷ ಹಣವನ್ನು ಮಂಜೂರು ಮಾಡಲಾಗಿದೆ. ಜಿಲ್ಲಾ ಕ್ರೀಡಾಂಗಣದಲ್ಲಿ ಉತ್ತಮ ಸೌಲಭ್ಯ ಕಲ್ಪಿಸಲಾಗುವುದು ಎಂದರು. ಕಾರ್ಯಕ್ರಮದಲ್ಲಿ ಮೇಲುಕೋಟೆ ಶಾಸಕರಾದ ದರ್ಶನ್ ಪುಟ್ಟಣ್ಣಯ್ಯ, ಜಿಲ್ಲಾ ಪಂಚಾಯತ್ ಮುಖ್ಯ ಕಾರ್ಯನಿರ್ವಾಹಕ ಅಧಿಕಾರಿ, ಜಿಲ್ಲಾ ಕನ್ನಡ ಸಾಹಿತ್ಯ ಪರಿಷತ್ ಅಧ್ಯಕ್ಷರು ಹಾಗೂ ಇತರರು ಉಪಸ್ಥಿತರಿದ್ದರು.: [863, 746, 1137, 987]
- right-column-divider: [1147, 96, 1148, 1790]
- minister-photo-2: [1159, 661, 1282, 830]
